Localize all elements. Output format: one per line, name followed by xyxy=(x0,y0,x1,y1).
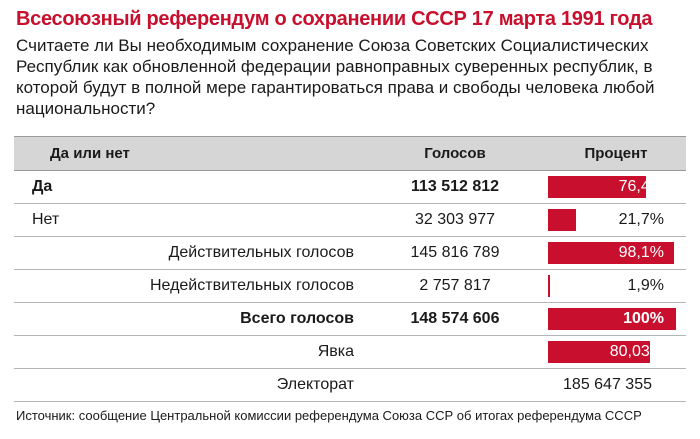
percent-label: 1,9% xyxy=(627,277,664,294)
source-note: Источник: сообщение Центральной комиссии референдума Союза ССР об итогах референдума СССР xyxy=(16,408,642,423)
row-electorate xyxy=(14,369,686,402)
row-label: Всего голосов xyxy=(240,310,354,327)
row-label: Явка xyxy=(317,343,354,360)
row-label: Нет xyxy=(32,211,60,228)
percent-bar xyxy=(548,275,550,297)
table-header xyxy=(14,137,686,171)
header-percent xyxy=(546,137,686,170)
row-invalid xyxy=(14,270,686,303)
row-votes: 2 757 817 xyxy=(419,277,491,294)
row-label: Действительных голосов xyxy=(168,244,354,261)
row-percent-cell xyxy=(546,303,686,335)
percent-bar xyxy=(548,209,576,231)
row-percent-cell xyxy=(546,171,686,203)
percent-label: 76,4% xyxy=(618,178,664,195)
header-percent-label: Процент xyxy=(584,145,648,162)
row-turnout xyxy=(14,336,686,369)
row-label: Недействительных голосов xyxy=(149,277,354,294)
row-percent-cell xyxy=(546,270,686,302)
row-total xyxy=(14,303,686,336)
referendum-question: Считаете ли Вы необходимым сохранение Союза Советских Социалистических Республик как обновленной федерации равноправных суверенных республик, в которой будут в полной мере гарантироваться права и свободы человека любой национальности? xyxy=(16,36,655,118)
row-votes: 113 512 812 xyxy=(410,178,500,195)
row-label: Да xyxy=(32,178,53,195)
percent-label: 80,03% xyxy=(609,343,664,360)
row-percent-cell xyxy=(546,369,686,401)
electorate-value: 185 647 355 xyxy=(563,376,652,393)
percent-label: 98,1% xyxy=(618,244,664,261)
header-votes: Голосов xyxy=(424,145,486,162)
row-votes: 145 816 789 xyxy=(410,244,500,261)
results-table xyxy=(14,136,686,402)
header-answer: Да или нет xyxy=(50,145,130,162)
percent-label: 21,7% xyxy=(618,211,664,228)
row-yes xyxy=(14,171,686,204)
row-no xyxy=(14,204,686,237)
row-valid xyxy=(14,237,686,270)
row-percent-cell xyxy=(546,237,686,269)
row-votes: 148 574 606 xyxy=(410,310,500,327)
row-percent-cell xyxy=(546,204,686,236)
row-votes: 32 303 977 xyxy=(414,211,496,228)
row-percent-cell xyxy=(546,336,686,368)
percent-label: 100% xyxy=(623,310,664,327)
page-title: Всесоюзный референдум о сохранении СССР 17 марта 1991 года xyxy=(16,8,653,30)
row-label: Электорат xyxy=(276,376,354,393)
